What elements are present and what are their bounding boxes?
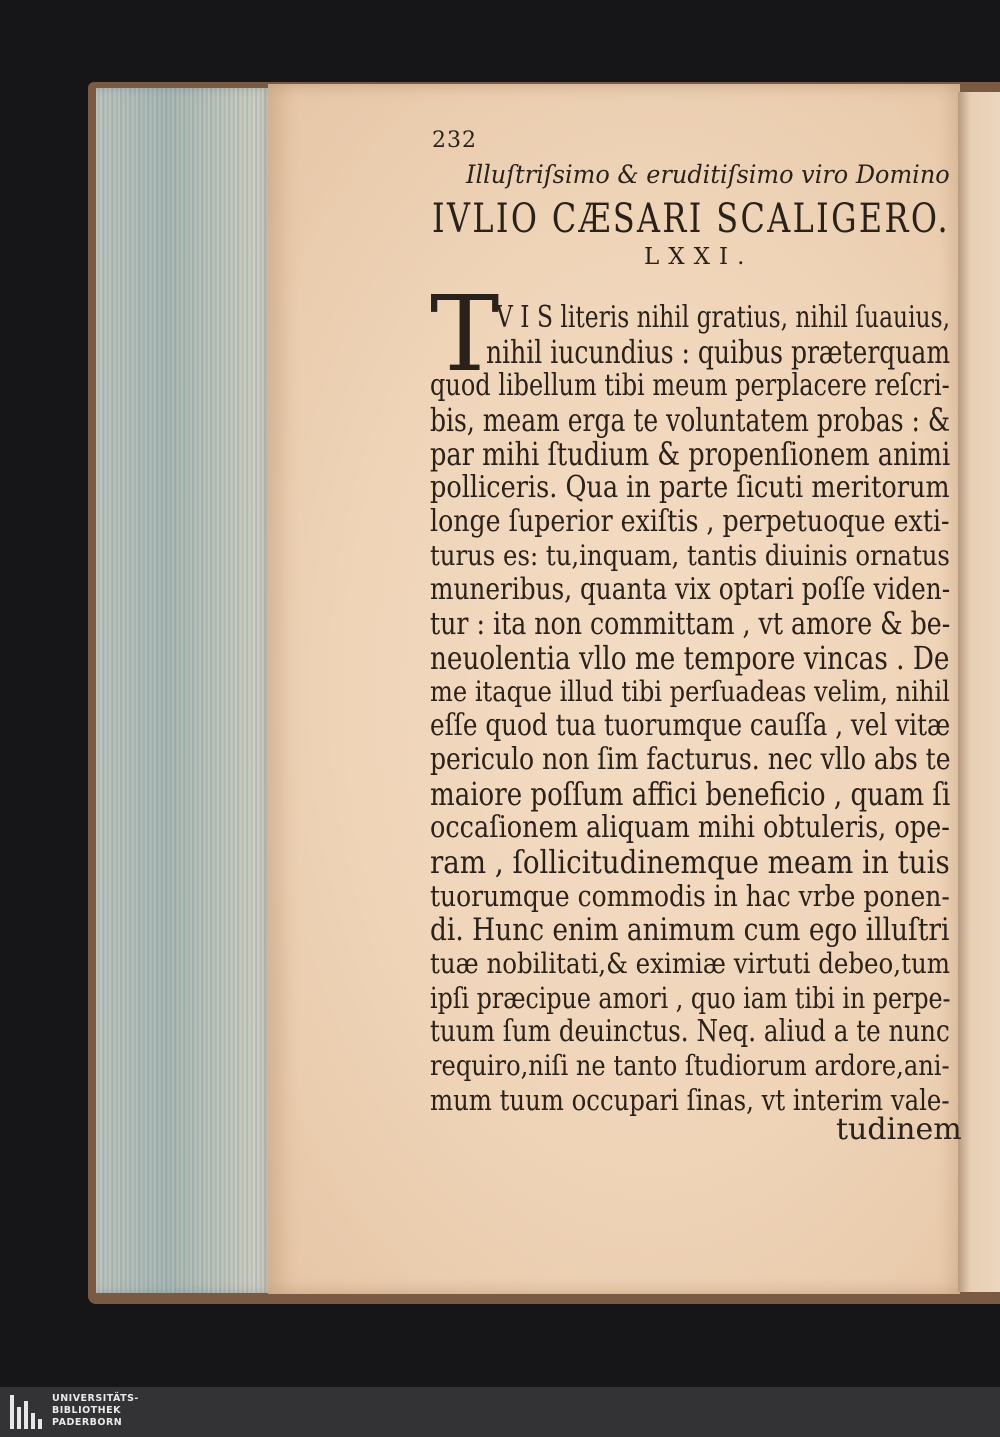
text-line: tuæ nobilitati,& eximiæ virtuti debeo,tum [430,947,950,980]
library-name-line3: PADERBORN [52,1417,123,1428]
text-line: me itaque illud tibi perſuadeas velim, nihil [430,675,950,708]
library-footer [0,1387,1000,1437]
text-line: turus es: tu,inquam, tantis diuinis ornatus [430,539,950,572]
text-line: nihil iucundius : quibus præterquam [486,333,951,371]
facing-page [958,92,1000,1292]
library-logo-icon [10,1395,44,1429]
text-line: di. Hunc enim animum cum ego illuſtri [430,912,950,948]
dedication-line: Illuſtriſsimo & eruditiſsimo viro Domino [466,160,950,189]
drop-initial: T [430,273,500,395]
letter-number: LXXI. [644,244,754,270]
text-line: mum tuum occupari ſinas, vt interim vale- [430,1083,950,1117]
letter-heading: IVLIO CÆSARI SCALIGERO. [432,196,951,242]
text-line: maiore poſſum affici beneficio , quam ſi [430,775,951,813]
page-number: 232 [432,128,477,153]
text-line: tur : ita non committam , vt amore & be- [430,606,951,642]
text-line: periculo non ſim facturus. nec vllo abs te [430,742,951,777]
catchword: tudinem [836,1112,962,1147]
text-line: ipſi præcipue amori , quo iam tibi in perpe- [430,981,951,1015]
text-line: par mihi ſtudium & propenſionem animi [430,435,951,473]
text-line: tuorumque commodis in hac vrbe ponen- [430,879,950,913]
text-line: tuum ſum deuinctus. Neq. aliud a te nunc [430,1014,950,1049]
text-line: polliceris. Qua in parte ſicuti meritorum [430,470,950,505]
text-line: V I S literis nihil gratius, nihil ſuauius, [496,300,951,335]
text-line: quod libellum tibi meum perplacere reſcri- [430,368,950,403]
text-line: ram , ſollicitudinemque meam in tuis [430,843,950,881]
text-line: neuolentia vllo me tempore vincas . De [430,639,950,677]
text-line: bis, meam erga te voluntatem probas : & [430,401,951,439]
text-line: muneribus, quanta vix optari poſſe viden- [430,572,951,607]
library-name-line2: BIBLIOTHEK [52,1405,121,1416]
text-line: eſſe quod tua tuorumque cauſſa , vel vitæ [430,708,951,743]
page-edges-tint [96,88,272,1293]
text-line: requiro,niſi ne tanto ſtudiorum ardore,ani- [430,1049,950,1082]
text-line: occaſionem aliquam mihi obtuleris, ope- [430,810,950,845]
library-name-line1: UNIVERSITÄTS- [52,1393,139,1404]
library-name [52,1393,139,1429]
text-line: longe ſuperior exiſtis , perpetuoque exti- [430,504,950,539]
